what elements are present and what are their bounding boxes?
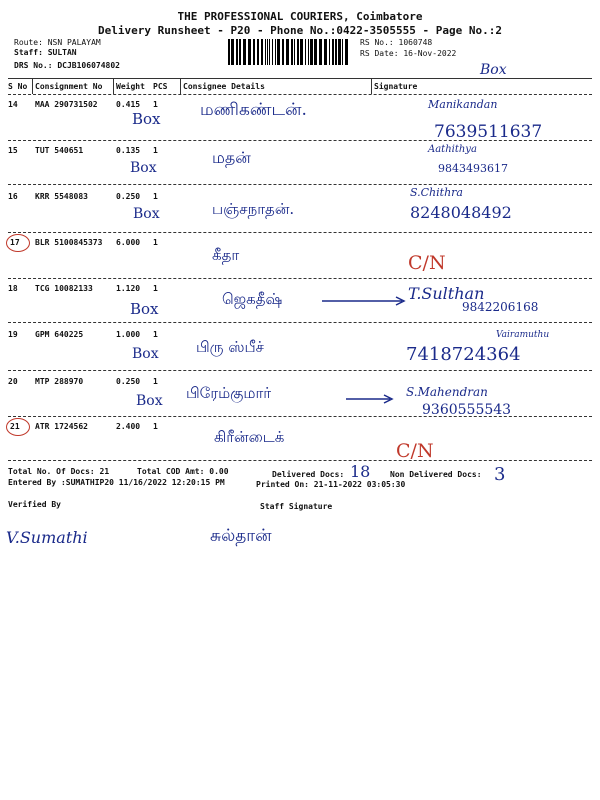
row-consignment: BLR 5100845373 [35,238,103,247]
row-signature-phone: 7639511637 [434,122,543,142]
row-pcs: 1 [153,284,158,293]
route-label: Route: NSN PALAYAM [14,38,101,47]
non-delivered-docs-label: Non Delivered Docs: [390,470,482,479]
row-signature-name: Vairamuthu [496,330,550,340]
row-consignment: ATR 1724562 [35,422,88,431]
row-divider [8,322,592,323]
row-sno: 18 [8,284,18,293]
row-divider [8,370,592,371]
row-consignment: MAA 290731502 [35,100,98,109]
staff-label: Staff: SULTAN [14,48,77,57]
row-note: Box [133,206,160,222]
row-sno: 16 [8,192,18,201]
row-consignment: MTP 288970 [35,377,84,386]
drs-number: DRS No.: DCJB106074802 [14,61,120,70]
col-sno: S No [8,82,28,91]
col-consignee: Consignee Details [183,82,265,91]
row-signature-name: Aathithya [428,144,477,155]
arrow-icon [322,296,408,306]
row-weight: 1.120 [116,284,141,293]
row-consignee: கீதா [212,246,240,264]
row-sno: 14 [8,100,18,109]
row-consignment: TCG 10082133 [35,284,93,293]
row-consignment: GPM 640225 [35,330,84,339]
row-weight: 1.000 [116,330,141,339]
row-signature-name: T.Sulthan [408,284,485,303]
row-sno: 19 [8,330,18,339]
row-signature-phone: 8248048492 [410,203,512,222]
barcode-icon [228,39,350,65]
row-weight: 0.135 [116,146,141,155]
table-top-rule [8,78,592,79]
row-note: Box [130,300,159,318]
row-pcs: 1 [153,377,158,386]
row-pcs: 1 [153,100,158,109]
rs-date: RS Date: 16-Nov-2022 [360,49,457,58]
row-consignee: ஜெகதீஷ் [222,290,283,308]
col-signature: Signature [374,82,418,91]
row-pcs: 1 [153,146,158,155]
non-delivered-docs-value: 3 [494,464,506,485]
row-weight: 2.400 [116,422,141,431]
verified-by-signature: V.Sumathi [6,528,88,547]
row-pcs: 1 [153,422,158,431]
arrow-icon [346,394,396,404]
box-handwritten-note: Box [480,62,507,78]
row-note: Box [136,393,163,409]
staff-signature: சுல்தான் [210,526,272,546]
row-consignment: KRR 5548083 [35,192,88,201]
delivered-docs-label: Delivered Docs: [272,470,345,479]
row-divider [8,140,592,141]
entered-by: Entered By :SUMATHIP20 11/16/2022 12:20:15 PM [8,478,225,487]
col-divider [113,78,114,94]
delivered-docs-value: 18 [350,462,371,481]
row-pcs: 1 [153,330,158,339]
row-note: Box [132,110,161,128]
row-signature-phone: 9360555543 [422,402,512,418]
row-divider [8,232,592,233]
row-weight: 6.000 [116,238,141,247]
row-consignee: கிரீன்டைக் [214,428,285,446]
row-signature-phone: 9843493617 [438,162,508,175]
row-sno: 20 [8,377,18,386]
company-title: THE PROFESSIONAL COURIERS, Coimbatore [177,10,423,23]
row-signature-name: S.Mahendran [406,385,488,399]
header-rule [8,94,592,95]
col-divider [180,78,181,94]
row-divider [8,278,592,279]
row-signature-name: Manikandan [428,98,498,111]
row-note: Box [132,346,159,362]
row-consignee: பஞ்சநாதன். [212,200,295,218]
staff-signature-label: Staff Signature [260,502,333,511]
rs-number: RS No.: 1060748 [360,38,433,47]
row-consignee: மணிகண்டன். [200,100,307,120]
row-signature-name: C/N [396,440,434,462]
row-pcs: 1 [153,238,158,247]
col-consignment: Consignment No [35,82,103,91]
runsheet-title: Delivery Runsheet - P20 - Phone No.:0422-3505555 - Page No.:2 [98,24,502,37]
row-divider [8,460,592,461]
row-consignment: TUT 540651 [35,146,84,155]
row-consignee: பிரு ஸ்பீச் [196,338,264,356]
row-consignee: பிரேம்குமார் [186,384,272,402]
row-sno: 21 [10,422,20,431]
row-pcs: 1 [153,192,158,201]
col-weight: Weight [116,82,145,91]
row-weight: 0.250 [116,377,141,386]
col-divider [32,78,33,94]
row-weight: 0.415 [116,100,141,109]
row-signature-name: S.Chithra [410,186,463,199]
row-note: Box [130,160,157,176]
verified-by-label: Verified By [8,500,61,509]
row-sno: 15 [8,146,18,155]
printed-on: Printed On: 21-11-2022 03:05:30 [256,480,406,489]
total-cod: Total COD Amt: 0.00 [137,467,229,476]
row-consignee: மதன் [212,148,251,167]
row-signature-phone: 7418724364 [406,344,521,365]
row-weight: 0.250 [116,192,141,201]
col-pcs: PCS [153,82,168,91]
col-divider [371,78,372,94]
row-sno: 17 [10,238,20,247]
row-divider [8,184,592,185]
row-signature-phone: 9842206168 [462,300,539,314]
row-signature-name: C/N [408,252,446,274]
row-divider [8,416,592,417]
total-docs: Total No. Of Docs: 21 [8,467,110,476]
